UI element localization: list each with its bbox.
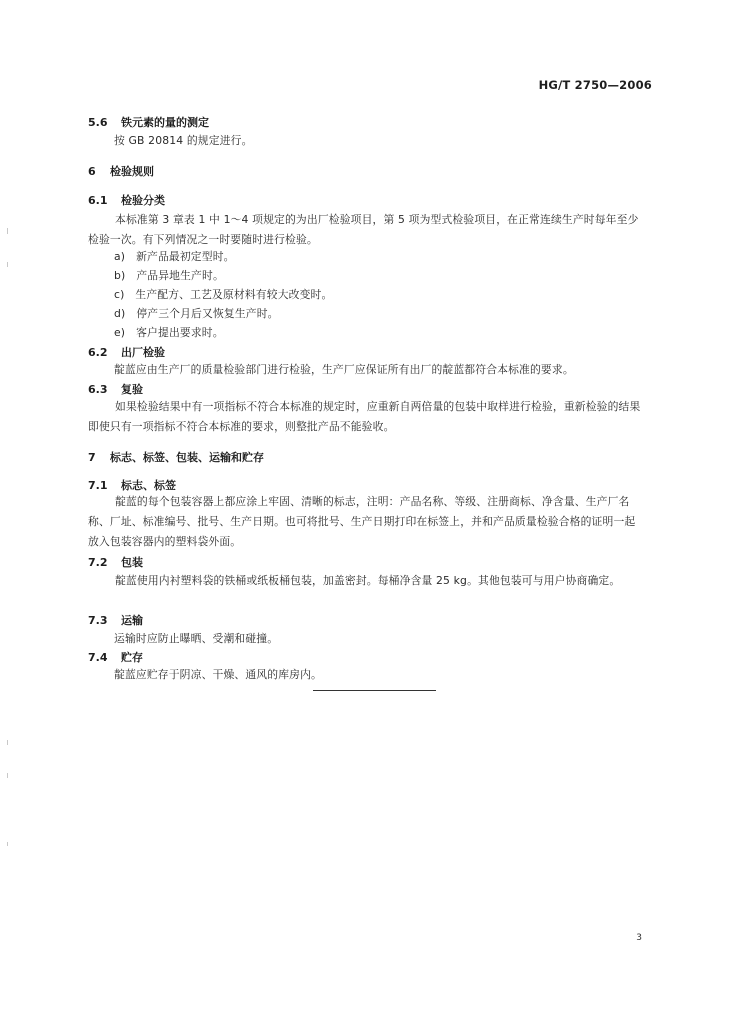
heading-number: 6.1: [88, 194, 108, 207]
para-7-3: 运输时应防止曝晒、受潮和碰撞。: [114, 632, 279, 645]
heading-number: 7.1: [88, 479, 108, 492]
heading-title: 检验分类: [121, 194, 165, 207]
list-item-e: e) 客户提出要求时。: [114, 326, 224, 339]
heading-7-3: [88, 612, 143, 628]
standard-code: HG/T 2750—2006: [538, 78, 652, 92]
heading-7: [88, 449, 264, 465]
para-6-2: 靛蓝应由生产厂的质量检验部门进行检验，生产厂应保证所有出厂的靛蓝都符合本标准的要求。: [114, 363, 574, 376]
list-item-c: c) 生产配方、工艺及原材料有较大改变时。: [114, 288, 333, 301]
heading-number: 7.4: [88, 651, 108, 664]
heading-6-2: [88, 344, 165, 360]
scan-speck: [7, 842, 8, 846]
heading-title: 复验: [121, 383, 143, 396]
heading-7-4: [88, 649, 143, 665]
heading-number: 5.6: [88, 116, 108, 129]
para-6-1: 本标准第 3 章表 1 中 1～4 项规定的为出厂检验项目，第 5 项为型式检验项目，在正常连续生产时每年至少检验一次。有下列情况之一时要随时进行检验。: [88, 213, 639, 246]
heading-7-1: [88, 477, 176, 493]
heading-7-2: [88, 554, 143, 570]
heading-title: 包装: [121, 556, 143, 569]
heading-6-3: [88, 381, 143, 397]
heading-title: 贮存: [121, 651, 143, 664]
scan-speck: [7, 740, 8, 745]
heading-title: 检验规则: [110, 165, 154, 178]
heading-6: [88, 163, 154, 179]
heading-title: 运输: [121, 614, 143, 627]
para-5-6: 按 GB 20814 的规定进行。: [114, 134, 253, 147]
list-item-d: d) 停产三个月后又恢复生产时。: [114, 307, 279, 320]
scan-speck: [7, 228, 8, 234]
para-7-1: 靛蓝的每个包装容器上都应涂上牢固、清晰的标志，注明：产品名称、等级、注册商标、净含量、生产厂名称、厂址、标准编号、批号、生产日期。也可将批号、生产日期打印在标签上，并和产品质量检验合格的证明一起放入包装容器内的塑料袋外面。: [88, 495, 636, 548]
heading-title: 铁元素的量的测定: [121, 116, 209, 129]
heading-number: 6.3: [88, 383, 108, 396]
heading-title: 标志、标签、包装、运输和贮存: [110, 451, 264, 464]
heading-title: 标志、标签: [121, 479, 176, 492]
end-rule: [313, 690, 436, 691]
heading-number: 7.2: [88, 556, 108, 569]
heading-number: 6: [88, 165, 96, 178]
para-7-2: 靛蓝使用内衬塑料袋的铁桶或纸板桶包装，加盖密封。每桶净含量 25 kg。其他包装可与用户协商确定。: [115, 574, 621, 587]
list-item-a: a) 新产品最初定型时。: [114, 250, 235, 263]
para-6-3: 如果检验结果中有一项指标不符合本标准的规定时，应重新自两倍量的包装中取样进行检验，重新检验的结果即使只有一项指标不符合本标准的要求，则整批产品不能验收。: [88, 400, 641, 433]
scan-speck: [7, 773, 8, 778]
heading-title: 出厂检验: [121, 346, 165, 359]
heading-6-1: [88, 192, 165, 208]
scan-speck: [7, 262, 8, 267]
list-item-b: b) 产品异地生产时。: [114, 269, 224, 282]
heading-number: 6.2: [88, 346, 108, 359]
heading-number: 7.3: [88, 614, 108, 627]
heading-5-6: [88, 114, 209, 130]
page-number: 3: [636, 933, 642, 943]
heading-number: 7: [88, 451, 96, 464]
para-7-4: 靛蓝应贮存于阴凉、干燥、通风的库房内。: [114, 668, 322, 681]
